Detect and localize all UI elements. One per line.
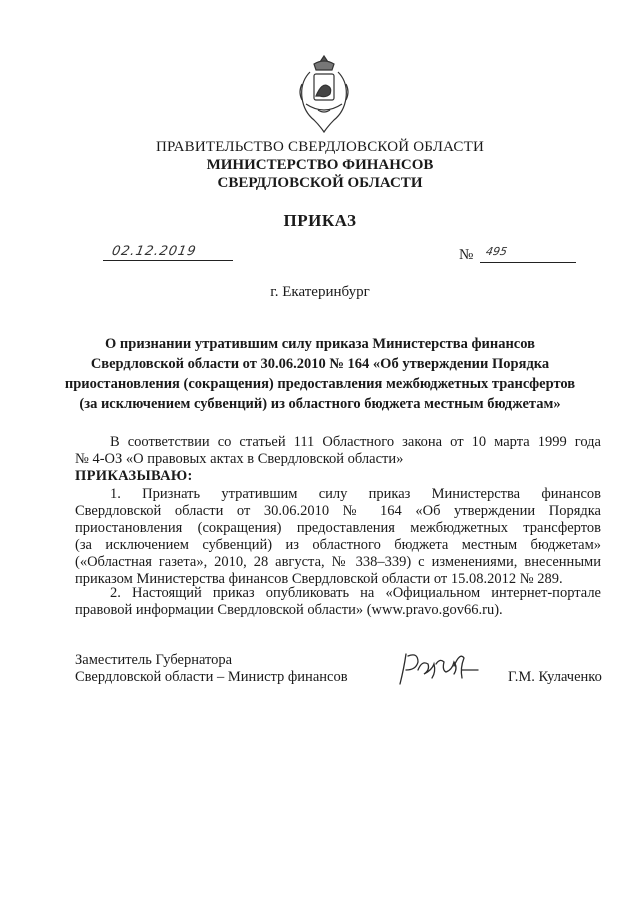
position-line: Свердловской области – Министр финансов	[75, 669, 348, 685]
item-line: правовой информации Свердловской области» (www.pravo.gov66.ru).	[75, 602, 503, 618]
government-name: ПРАВИТЕЛЬСТВО СВЕРДЛОВСКОЙ ОБЛАСТИ	[155, 139, 485, 155]
number-label: №	[459, 247, 474, 263]
document-type-heading: ПРИКАЗ	[283, 211, 357, 230]
city: г. Екатеринбург	[270, 284, 370, 300]
item-line: 2. Настоящий приказ опубликовать на «Официальном интернет-портале	[110, 585, 601, 601]
ministry-name-line2: СВЕРДЛОВСКОЙ ОБЛАСТИ	[217, 175, 423, 191]
preamble-line: В соответствии со статьей 111 Областного закона от 10 марта 1999 года	[110, 434, 601, 450]
number-underline	[480, 261, 576, 263]
date-underline	[103, 259, 233, 261]
item-line: 1. Признать утратившим силу приказ Министерства финансов	[110, 486, 601, 502]
order-item-1	[75, 486, 601, 588]
position-line: Заместитель Губернатора	[75, 652, 233, 668]
ministry-name-line1: МИНИСТЕРСТВО ФИНАНСОВ	[206, 157, 434, 173]
order-word: ПРИКАЗЫВАЮ:	[75, 468, 193, 484]
title-line: Свердловской области от 30.06.2010 № 164 «Об утверждении Порядка	[90, 356, 550, 372]
signatory-position	[75, 652, 348, 686]
title-line: приостановления (сокращения) предоставления межбюджетных трансфертов	[64, 376, 576, 392]
title-line: О признании утратившим силу приказа Министерства финансов	[105, 336, 535, 352]
order-title	[0, 334, 640, 414]
item-line: приостановления (сокращения) предоставления межбюджетных трансфертов	[75, 520, 601, 536]
signer-name: Г.М. Кулаченко	[508, 669, 602, 685]
coat-of-arms-emblem	[296, 54, 352, 134]
order-number: 495	[484, 245, 509, 258]
preamble-line: № 4-ОЗ «О правовых актах в Свердловской области»	[75, 451, 404, 467]
order-date: 02.12.2019	[110, 244, 198, 259]
title-line: (за исключением субвенций) из областного бюджета местным бюджетам»	[79, 396, 561, 412]
order-item-2	[75, 585, 601, 619]
item-line: (за исключением субвенций) из областного бюджета местным бюджетам»	[75, 537, 601, 553]
handwritten-signature	[396, 648, 484, 692]
item-line: Свердловской области от 30.06.2010 № 164 «Об утверждении Порядка	[75, 503, 601, 519]
item-line: приказом Министерства финансов Свердловской области от 15.08.2012 № 289.	[75, 571, 563, 587]
item-line: («Областная газета», 2010, 28 августа, № 338–339) с изменениями, внесенными	[75, 554, 601, 570]
